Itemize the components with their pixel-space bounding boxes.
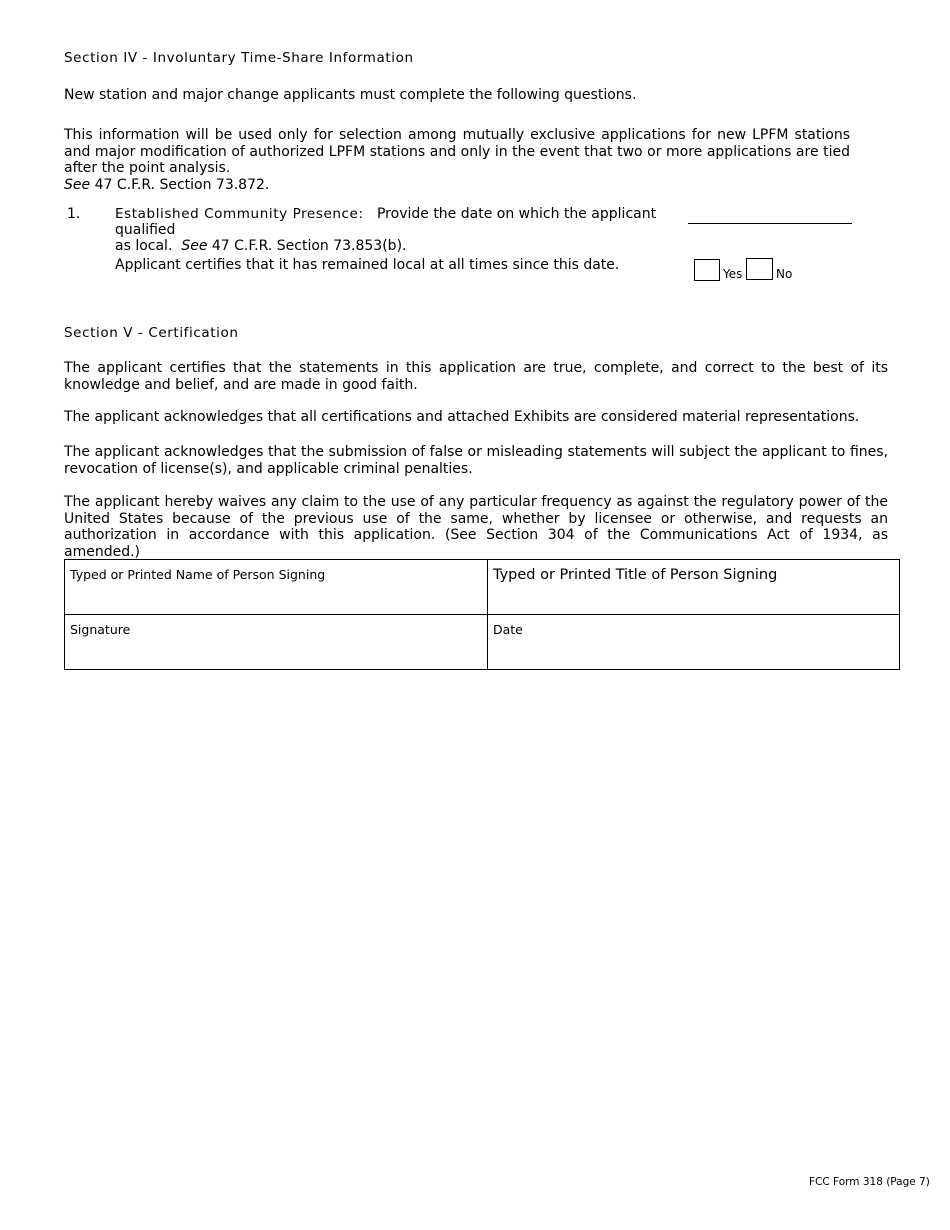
question-1-number: 1. [67, 206, 81, 222]
certification-paragraph-4: The applicant hereby waives any claim to the use of any particular frequency as against the regulatory power of the United States because of the previous use of the same, whether by licensee or otherwise, and requests an authorization in accordance with this application. (See Section 304 of the Communications Act of 1934, as amended.) [64, 494, 888, 560]
date-field[interactable] [488, 615, 900, 670]
signature-table-row [65, 615, 900, 670]
question-1-citation: 47 C.F.R. Section 73.853(b). [211, 238, 407, 254]
no-label: No [776, 267, 793, 281]
question-1-text-b: as local. [115, 238, 173, 254]
name-field-label: Typed or Printed Name of Person Signing [70, 567, 326, 582]
info-main-text: This information will be used only for selection among mutually exclusive applications for new LPFM stations and major modification of authorized LPFM stations and only in the event that two or more applications are tied after the point analysis. [64, 127, 850, 176]
question-1-text [115, 206, 685, 254]
page-footer: FCC Form 318 (Page 7) [809, 1176, 930, 1188]
yes-label: Yes [723, 267, 743, 281]
info-see: See [64, 176, 91, 193]
info-citation: 47 C.F.R. Section 73.872. [94, 176, 270, 193]
signature-field[interactable] [65, 615, 488, 670]
signature-table-row [65, 560, 900, 615]
section-iv-info-paragraph [64, 127, 850, 193]
title-field-label: Typed or Printed Title of Person Signing [493, 567, 778, 583]
section-v-heading: Section V - Certification [64, 325, 239, 341]
certification-paragraph-1: The applicant certifies that the statements in this application are true, complete, and correct to the best of its knowledge and belief, and are made in good faith. [64, 360, 888, 393]
community-presence-date-field[interactable] [688, 208, 852, 224]
no-checkbox[interactable] [746, 258, 773, 280]
title-of-person-signing-field[interactable] [488, 560, 900, 615]
name-of-person-signing-field[interactable] [65, 560, 488, 615]
question-1-see: See [181, 238, 208, 254]
certification-paragraph-3: The applicant acknowledges that the submission of false or misleading statements will subject the applicant to fines, revocation of license(s), and applicable criminal penalties. [64, 444, 888, 477]
question-1-certify-text: Applicant certifies that it has remained local at all times since this date. [115, 257, 620, 273]
certification-paragraph-2: The applicant acknowledges that all certifications and attached Exhibits are considered material representations. [64, 409, 860, 425]
signature-field-label: Signature [70, 622, 131, 637]
question-1-label: Established Community Presence: [115, 206, 364, 222]
yes-checkbox[interactable] [694, 259, 720, 281]
question-1-text-a: Provide the date on which the applicant qualified [115, 206, 657, 238]
date-field-label: Date [493, 622, 523, 637]
section-iv-heading: Section IV - Involuntary Time-Share Information [64, 50, 414, 66]
signature-table [64, 559, 900, 670]
section-iv-intro: New station and major change applicants must complete the following questions. [64, 87, 637, 103]
